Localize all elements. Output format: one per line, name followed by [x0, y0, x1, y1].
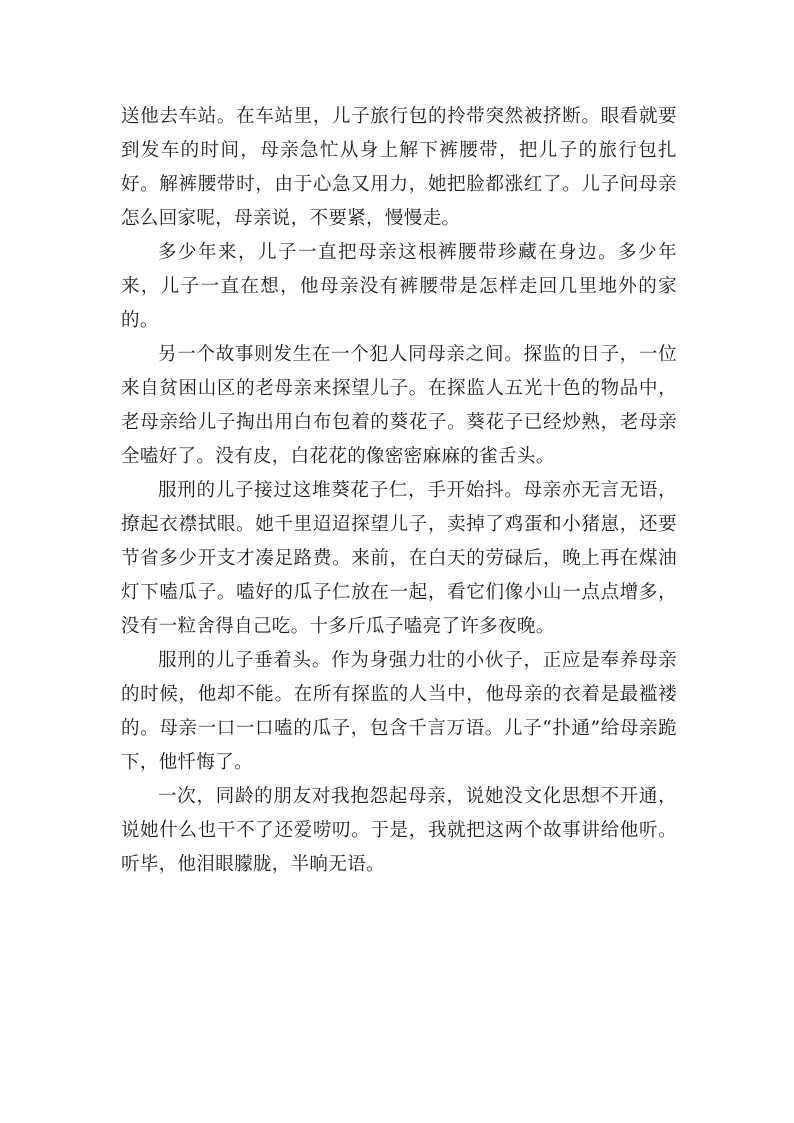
paragraph-continuation: 送他去车站。在车站里，儿子旅行包的拎带突然被挤断。眼看就要到发车的时间，母亲急忙从身上解下裤腰带，把儿子的旅行包扎好。解裤腰带时，由于心急又用力，她把脸都涨红了。儿子问母亲怎么回家呢，母亲说，不要紧，慢慢走。	[121, 106, 677, 229]
paragraph: 另一个故事则发生在一个犯人同母亲之间。探监的日子，一位来自贫困山区的老母亲来探望儿子。在探监人五光十色的物品中，老母亲给儿子掏出用白布包着的葵花子。葵花子已经炒熟，老母亲全嗑好了。没有皮，白花花的像密密麻麻的雀舌头。	[121, 344, 677, 467]
paragraph: 服刑的儿子接过这堆葵花子仁，手开始抖。母亲亦无言无语，撩起衣襟拭眼。她千里迢迢探望儿子，卖掉了鸡蛋和小猪崽，还要节省多少开支才凑足路费。来前，在白天的劳碌后，晚上再在煤油灯下嗑瓜子。嗑好的瓜子仁放在一起，看它们像小山一点点增多，没有一粒舍得自己吃。十多斤瓜子嗑亮了许多夜晚。	[121, 480, 677, 637]
paragraph: 一次，同龄的朋友对我抱怨起母亲，说她没文化思想不开通，说她什么也干不了还爱唠叨。于是，我就把这两个故事讲给他听。听毕，他泪眼朦胧，半晌无语。	[121, 786, 677, 875]
paragraph: 服刑的儿子垂着头。作为身强力壮的小伙子，正应是奉养母亲的时候，他却不能。在所有探监的人当中，他母亲的衣着是最褴褛的。母亲一口一口嗑的瓜子，包含千言万语。儿子“扑通”给母亲跪下，他忏悔了。	[121, 650, 677, 773]
paragraph: 多少年来，儿子一直把母亲这根裤腰带珍藏在身边。多少年来，儿子一直在想，他母亲没有裤腰带是怎样走回几里地外的家的。	[121, 242, 677, 331]
body-text	[121, 100, 677, 882]
